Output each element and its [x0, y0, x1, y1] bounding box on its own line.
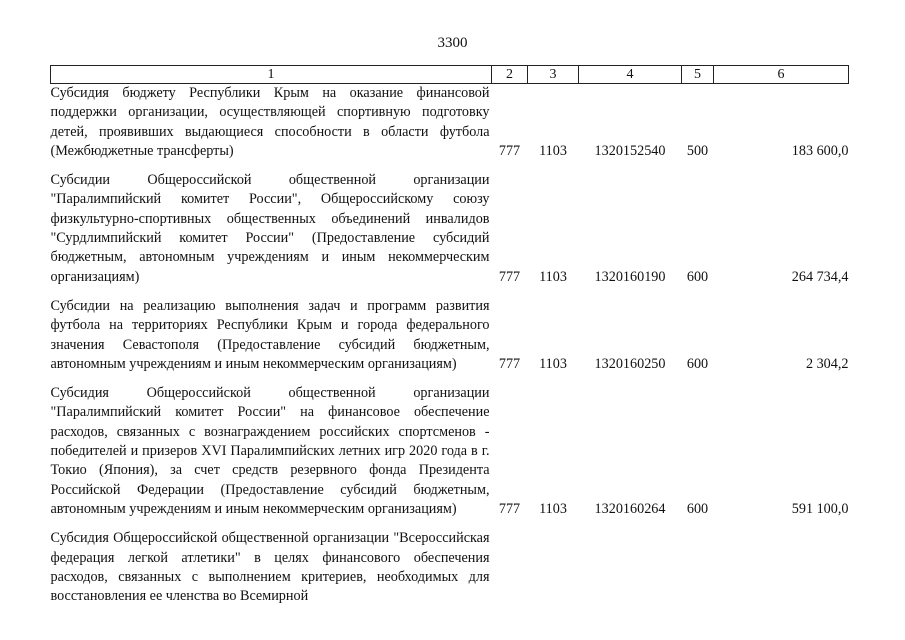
header-cell-3: 3 — [528, 66, 579, 84]
header-cell-2: 2 — [492, 66, 528, 84]
row-col6: 591 100,0 — [791, 500, 849, 517]
budget-table — [50, 65, 849, 606]
page-number: 3300 — [437, 35, 468, 51]
row-col4 — [579, 519, 682, 606]
row-col2 — [492, 519, 528, 606]
row-col6: 183 600,0 — [791, 142, 849, 159]
row-col4: 1320160250 — [594, 355, 666, 372]
header-cell-1: 1 — [51, 66, 492, 84]
table-row — [51, 519, 849, 606]
row-col3: 1103 — [539, 142, 567, 159]
row-col5: 600 — [686, 355, 709, 372]
row-description: Субсидии Общероссийской общественной организации "Паралимпийский комитет России", Общероссийскому союзу физкультурно-спортивных общественных объединений инвалидов "Сурдлимпийский комитет России" (Предоставление субсидий бюджетным, автономным учреждениям и иным некоммерческим организациям) — [50, 172, 490, 285]
row-col3: 1103 — [539, 500, 567, 517]
row-col4: 1320152540 — [594, 142, 666, 159]
row-col2: 777 — [498, 268, 521, 285]
row-description: Субсидии на реализацию выполнения задач и программ развития футбола на территориях Республики Крым и города федерального значения Севастополя (Предоставление субсидий бюджетным, автономным учреждениям и иным некоммерческим организациям) — [50, 297, 490, 372]
table-row — [51, 84, 849, 162]
table-row — [51, 374, 849, 519]
row-col2: 777 — [498, 142, 521, 159]
header-cell-5: 5 — [682, 66, 714, 84]
row-description: Субсидия Общероссийской общественной организации "Всероссийская федерация легкой атлетики" в целях финансового обеспечения расходов, связанных с выполнением критериев, необходимых для восстановления ее членства во Всемирной — [50, 530, 490, 605]
row-col6 — [714, 519, 849, 606]
row-col3: 1103 — [539, 268, 567, 285]
row-col4: 1320160190 — [594, 268, 666, 285]
row-description: Субсидия бюджету Республики Крым на оказание финансовой поддержки организации, осуществляющей спортивную подготовку детей, проявивших выдающиеся способности в области футбола (Межбюджетные трансферты) — [50, 85, 490, 159]
table-row — [51, 161, 849, 287]
row-col4: 1320160264 — [594, 500, 666, 517]
row-col3 — [528, 519, 579, 606]
row-col5 — [682, 519, 714, 606]
row-col3: 1103 — [539, 355, 567, 372]
row-col2: 777 — [498, 500, 521, 517]
row-col2: 777 — [498, 355, 521, 372]
header-cell-4: 4 — [579, 66, 682, 84]
table-row — [51, 287, 849, 374]
row-col6: 264 734,4 — [791, 268, 849, 285]
header-row — [51, 66, 849, 84]
row-description: Субсидия Общероссийской общественной организации "Паралимпийский комитет России" на финансовое обеспечение расходов, связанных с вознаграждением российских спортсменов - победителей и призеров XVI Паралимпийских летних игр 2020 года в г. Токио (Япония), за счет средств резервного фонда Президента Российской Федерации (Предоставление субсидий бюджетным, автономным учреждениям и иным некоммерческим организациям) — [50, 385, 490, 517]
header-cell-6: 6 — [714, 66, 849, 84]
row-col5: 600 — [686, 268, 709, 285]
row-col6: 2 304,2 — [805, 355, 849, 372]
row-col5: 600 — [686, 500, 709, 517]
row-col5: 500 — [686, 142, 709, 159]
